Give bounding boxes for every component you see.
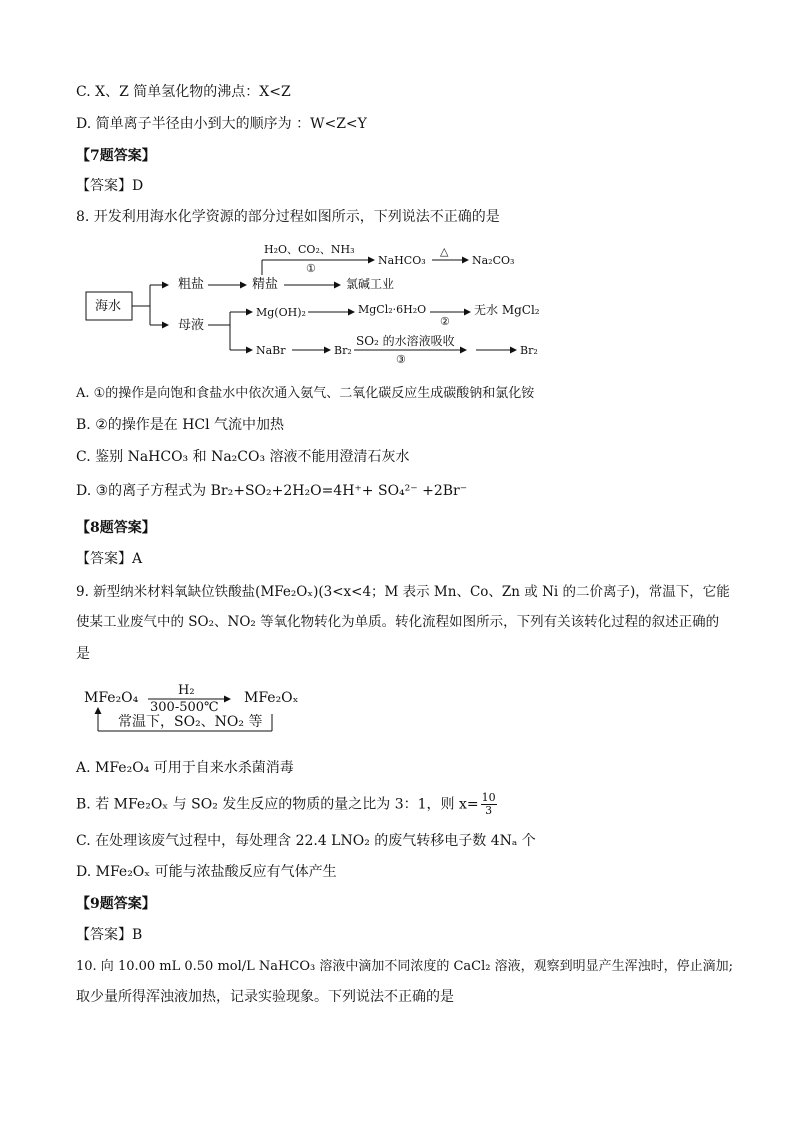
- q7-answer-title: 【7题答案】: [76, 148, 156, 164]
- q8-stem: 8. 开发利用海水化学资源的部分过程如图所示，下列说法不正确的是: [76, 209, 500, 225]
- chlor-alkali-label: 氯碱工业: [346, 277, 395, 291]
- q8-option-a: A. ①的操作是向饱和食盐水中依次通入氨气、二氧化碳反应生成碳酸钠和氯化铵: [76, 386, 535, 401]
- q8-answer-title: 【8题答案】: [76, 520, 156, 536]
- q8-option-c: C. 鉴别 NaHCO₃ 和 Na₂CO₃ 溶液不能用澄清石灰水: [76, 449, 410, 465]
- br2-first-label: Br₂: [334, 344, 352, 357]
- reagents-label: H₂O、CO₂、NH₃: [264, 243, 355, 256]
- q9-option-c: C. 在处理该废气过程中，每处理含 22.4 LNO₂ 的废气转移电子数 4Nₐ 个: [76, 833, 536, 849]
- fraction: [481, 792, 497, 817]
- step-3-label: ③: [396, 353, 406, 366]
- q8-option-b: B. ②的操作是在 HCl 气流中加热: [76, 417, 285, 433]
- q9-answer: 【答案】B: [76, 927, 143, 943]
- mfe2o4-label: MFe₂O₄: [84, 690, 139, 706]
- q9-stem-line-1: 9. 新型纳米材料氧缺位铁酸盐(MFe₂Oₓ)(3<x<4；M 表示 Mn、Co、Zn 或 Ni 的二价离子)，常温下，它能: [76, 584, 730, 600]
- fraction-denominator: 3: [485, 804, 493, 817]
- q7-option-d: D. 简单离子半径由小到大的顺序为 ：W<Z<Y: [76, 116, 367, 132]
- q7-option-c: C. X、Z 简单氢化物的沸点：X<Z: [76, 84, 291, 100]
- q9-answer-title: 【9题答案】: [76, 896, 156, 912]
- so2-absorb-label: SO₂ 的水溶液吸收: [356, 334, 455, 348]
- q9-stem-line-2: 使某工业废气中的 SO₂、NO₂ 等氧化物转化为单质。转化流程如图所示，下列有关该转化过程的叙述正确的: [76, 614, 720, 630]
- q10-stem-line-2: 取少量所得浑浊液加热，记录实验现象。下列说法不正确的是: [76, 989, 454, 1005]
- q9-option-b: [76, 792, 497, 817]
- q7-answer: 【答案】D: [76, 178, 144, 194]
- nabr-label: NaBr: [256, 344, 286, 357]
- q9-stem-line-3: 是: [76, 646, 90, 662]
- fine-salt-label: 精盐: [252, 277, 279, 292]
- anhydrous-mgcl2-label: 无水 MgCl₂: [474, 303, 540, 317]
- mfe2ox-label: MFe₂Oₓ: [244, 690, 299, 706]
- seawater-label: 海水: [95, 299, 122, 314]
- q8-answer: 【答案】A: [76, 551, 143, 567]
- heat-symbol: △: [440, 245, 449, 258]
- br2-second-label: Br₂: [520, 344, 538, 357]
- mgoh2-label: Mg(OH)₂: [256, 306, 306, 319]
- q8-option-d: D. ③的离子方程式为 Br₂+SO₂+2H₂O=4H⁺+ SO₄²⁻ +2Br⁻: [76, 483, 468, 499]
- q9-option-d: D. MFe₂Oₓ 可能与浓盐酸反应有气体产生: [76, 864, 337, 880]
- mother-liquor-label: 母液: [178, 318, 205, 333]
- fraction-numerator: 10: [481, 791, 496, 804]
- na2co3-label: Na₂CO₃: [472, 254, 515, 267]
- h2-label: H₂: [178, 683, 195, 698]
- q9-option-b-text: B. 若 MFe₂Oₓ 与 SO₂ 发生反应的物质的量之比为 3：1，则 x=: [76, 796, 479, 813]
- mgcl2-hydrate-label: MgCl₂·6H₂O: [358, 303, 427, 316]
- q9-option-a: A. MFe₂O₄ 可用于自来水杀菌消毒: [76, 760, 294, 776]
- step-1-label: ①: [306, 262, 316, 275]
- temperature-label: 300-500℃: [150, 700, 219, 715]
- q10-stem-line-1: 10. 向 10.00 mL 0.50 mol/L NaHCO₃ 溶液中滴加不同浓度的 CaCl₂ 溶液，观察到明显产生浑浊时，停止滴加;: [76, 959, 733, 974]
- crude-salt-label: 粗盐: [178, 277, 205, 292]
- step-2-label: ②: [440, 315, 450, 328]
- return-condition-label: 常温下，SO₂、NO₂ 等: [118, 714, 263, 730]
- nahco3-label: NaHCO₃: [378, 254, 426, 267]
